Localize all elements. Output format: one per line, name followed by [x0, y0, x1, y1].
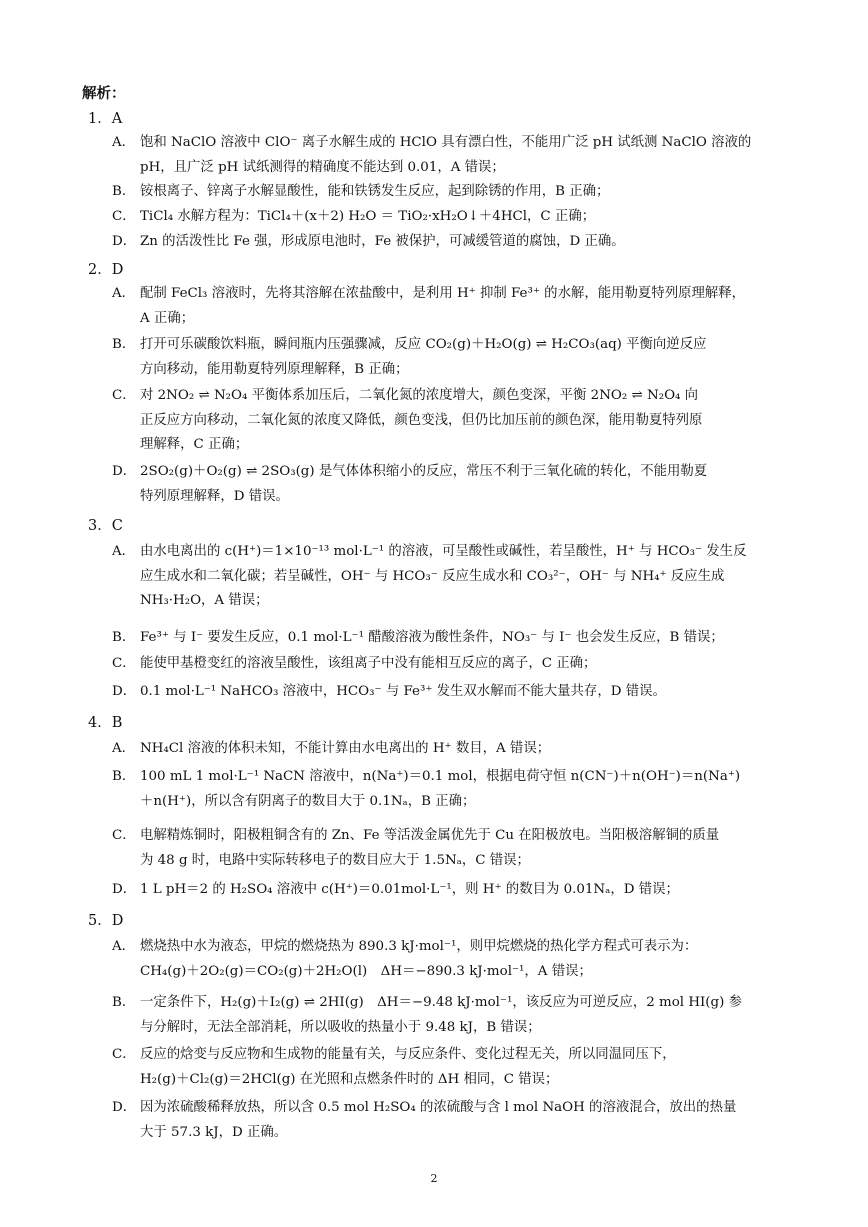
- option-mark: D．: [112, 1100, 137, 1115]
- option-mark: D．: [112, 684, 137, 699]
- q5-option-b: [112, 991, 792, 1040]
- option-mark: B．: [112, 995, 136, 1010]
- option-mark: D．: [112, 882, 137, 897]
- option-mark: C．: [112, 656, 136, 671]
- option-mark: B．: [112, 337, 136, 352]
- option-line: NH₃·H₂O，A 错误；: [140, 593, 269, 608]
- option-mark: B．: [112, 184, 136, 199]
- q2-option-b: [112, 333, 792, 382]
- option-line: 100 mL 1 mol·L⁻¹ NaCN 溶液中，n(Na⁺)＝0.1 mol，根据电荷守恒 n(CN⁻)＋n(OH⁻)＝n(Na⁺): [140, 769, 741, 784]
- option-mark: C．: [112, 828, 136, 843]
- option-line: 打开可乐碳酸饮料瓶，瞬间瓶内压强骤减，反应 CO₂(g)＋H₂O(g) ⇌ H₂CO₃(aq) 平衡向逆反应: [140, 337, 707, 352]
- option-line: 配制 FeCl₃ 溶液时，先将其溶解在浓盐酸中，是利用 H⁺ 抑制 Fe³⁺ 的水解，能用勒夏特列原理解释，: [140, 286, 746, 301]
- option-line: 反应的焓变与反应物和生成物的能量有关，与反应条件、变化过程无关，所以同温同压下，: [140, 1047, 676, 1062]
- q2-option-a: [112, 282, 792, 331]
- option-mark: B．: [112, 769, 136, 784]
- option-line: 由水电离出的 c(H⁺)＝1×10⁻¹³ mol·L⁻¹ 的溶液，可呈酸性或碱性，若呈酸性，H⁺ 与 HCO₃⁻ 发生反: [140, 544, 747, 559]
- option-mark: C．: [112, 1047, 136, 1062]
- q2-option-c: [112, 384, 792, 458]
- analysis-heading: 解析：: [82, 85, 126, 102]
- option-line: 理解释，C 正确；: [140, 437, 249, 452]
- option-line: TiCl₄ 水解方程为：TiCl₄＋(x＋2) H₂O ＝ TiO₂·xH₂O↓＋4HCl，C 正确；: [140, 209, 596, 224]
- q3-option-a: [112, 540, 792, 614]
- q5-option-a: [112, 935, 792, 984]
- option-line: 应生成水和二氧化碳；若呈碱性，OH⁻ 与 HCO₃⁻ 反应生成水和 CO₃²⁻，OH⁻ 与 NH₄⁺ 反应生成: [140, 568, 725, 584]
- option-line: 1 L pH＝2 的 H₂SO₄ 溶液中 c(H⁺)＝0.01mol·L⁻¹，则 H⁺ 的数目为 0.01Nₐ，D 错误；: [140, 882, 679, 897]
- q5-option-c: [112, 1043, 792, 1092]
- q1-option-b: [112, 180, 792, 205]
- q3-option-b: [112, 626, 792, 651]
- q4-option-d: [112, 878, 792, 903]
- option-line: 因为浓硫酸稀释放热，所以含 0.5 mol H₂SO₄ 的浓硫酸与含 l mol NaOH 的溶液混合，放出的热量: [140, 1100, 737, 1115]
- option-mark: C．: [112, 209, 136, 224]
- option-line: 大于 57.3 kJ，D 正确。: [140, 1124, 288, 1140]
- option-line: 正反应方向移动，二氧化氮的浓度又降低，颜色变浅，但仍比加压前的颜色深，能用勒夏特列原: [140, 412, 703, 428]
- option-mark: C．: [112, 388, 136, 403]
- option-line: 铵根离子、锌离子水解显酸性，能和铁锈发生反应，起到除锈的作用，B 正确；: [140, 184, 610, 199]
- option-mark: A．: [112, 939, 136, 954]
- option-line: NH₄Cl 溶液的体积未知，不能计算由水电离出的 H⁺ 数目，A 错误；: [140, 741, 551, 756]
- q4-option-b: [112, 765, 792, 814]
- option-line: 0.1 mol·L⁻¹ NaHCO₃ 溶液中，HCO₃⁻ 与 Fe³⁺ 发生双水解而不能大量共存，D 错误。: [140, 684, 666, 699]
- q3-option-c: [112, 652, 792, 677]
- option-line: 2SO₂(g)＋O₂(g) ⇌ 2SO₃(g) 是气体体积缩小的反应，常压不利于三氧化硫的转化，不能用勒夏: [140, 464, 708, 479]
- option-line: 方向移动，能用勒夏特列原理解释，B 正确；: [140, 361, 409, 377]
- option-line: Fe³⁺ 与 I⁻ 要发生反应，0.1 mol·L⁻¹ 醋酸溶液为酸性条件，NO₃⁻ 与 I⁻ 也会发生反应，B 错误；: [140, 630, 724, 645]
- option-mark: D．: [112, 464, 137, 479]
- q5-option-d: [112, 1096, 792, 1145]
- option-line: 一定条件下，H₂(g)＋I₂(g) ⇌ 2HI(g) ΔH＝−9.48 kJ·mol⁻¹，该反应为可逆反应，2 mol HI(g) 参: [140, 995, 742, 1010]
- option-line: CH₄(g)＋2O₂(g)＝CO₂(g)＋2H₂O(l) ΔH＝−890.3 kJ·mol⁻¹，A 错误；: [140, 963, 592, 979]
- question-4-number: 4．B: [88, 715, 123, 731]
- question-3-number: 3．C: [88, 518, 123, 534]
- q1-option-a: [112, 131, 792, 180]
- q4-option-a: [112, 737, 792, 762]
- question-1-number: 1．A: [88, 111, 123, 127]
- option-mark: A．: [112, 135, 136, 150]
- question-2-number: 2．D: [88, 262, 124, 278]
- option-line: 特列原理解释，D 错误。: [140, 488, 289, 504]
- option-line: 与分解时，无法全部消耗，所以吸收的热量小于 9.48 kJ，B 错误；: [140, 1019, 541, 1035]
- option-mark: A．: [112, 741, 136, 756]
- option-line: 饱和 NaClO 溶液中 ClO⁻ 离子水解生成的 HClO 具有漂白性，不能用广泛 pH 试纸测 NaClO 溶液的: [140, 135, 752, 150]
- option-line: A 正确；: [140, 310, 195, 326]
- q1-option-d: [112, 230, 792, 255]
- q4-option-c: [112, 824, 792, 873]
- page-number: 2: [430, 1172, 438, 1185]
- option-line: 能使甲基橙变红的溶液呈酸性，该组离子中没有能相互反应的离子，C 正确；: [140, 656, 597, 671]
- q3-option-d: [112, 680, 792, 705]
- option-line: 为 48 g 时，电路中实际转移电子的数目应大于 1.5Nₐ，C 错误；: [140, 852, 530, 868]
- q1-option-c: [112, 205, 792, 230]
- option-mark: A．: [112, 544, 136, 559]
- option-mark: B．: [112, 630, 136, 645]
- option-line: 电解精炼铜时，阳极粗铜含有的 Zn、Fe 等活泼金属优先于 Cu 在阳极放电。当阳极溶解铜的质量: [140, 828, 720, 843]
- option-line: H₂(g)＋Cl₂(g)＝2HCl(g) 在光照和点燃条件时的 ΔH 相同，C 错误；: [140, 1071, 559, 1087]
- option-line: Zn 的活泼性比 Fe 强，形成原电池时，Fe 被保护，可减缓管道的腐蚀，D 正确。: [140, 234, 625, 249]
- option-mark: A．: [112, 286, 136, 301]
- question-5-number: 5．D: [88, 913, 124, 929]
- option-line: ＋n(H⁺)，所以含有阴离子的数目大于 0.1Nₐ，B 正确；: [140, 793, 476, 809]
- option-line: pH，且广泛 pH 试纸测得的精确度不能达到 0.01，A 错误；: [140, 159, 505, 175]
- q2-option-d: [112, 460, 792, 509]
- option-line: 燃烧热中水为液态，甲烷的燃烧热为 890.3 kJ·mol⁻¹，则甲烷燃烧的热化学方程式可表示为：: [140, 939, 698, 954]
- option-line: 对 2NO₂ ⇌ N₂O₄ 平衡体系加压后，二氧化氮的浓度增大，颜色变深，平衡 2NO₂ ⇌ N₂O₄ 向: [140, 388, 699, 403]
- option-mark: D．: [112, 234, 137, 249]
